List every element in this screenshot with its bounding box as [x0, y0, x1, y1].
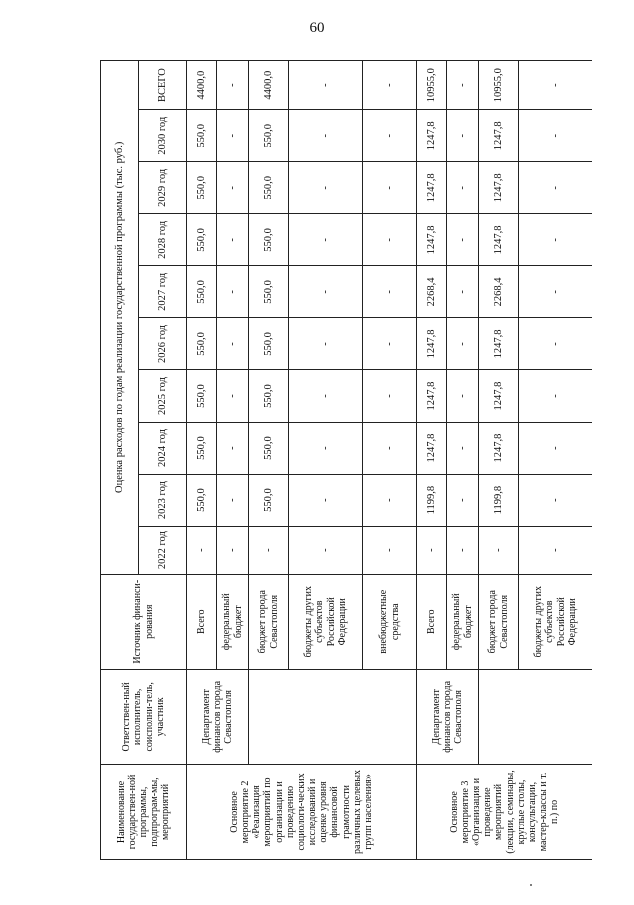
value-cell: 1247,8 [479, 370, 519, 422]
value-cell: - [217, 370, 249, 422]
value-cell: 550,0 [249, 370, 289, 422]
header-source: Источник финанси-рования [101, 574, 187, 669]
rotated-table-frame [100, 60, 592, 860]
value-cell: 550,0 [249, 214, 289, 266]
value-cell: - [289, 214, 363, 266]
value-cell: 1199,8 [417, 474, 447, 526]
value-cell: - [217, 526, 249, 574]
value-cell: - [289, 162, 363, 214]
funding-source: бюджеты других субъектов Российской Федерации [519, 574, 593, 669]
value-cell: - [217, 318, 249, 370]
value-cell: 1247,8 [417, 318, 447, 370]
value-cell: 550,0 [249, 474, 289, 526]
header-year: 2023 год [139, 474, 187, 526]
value-cell: - [519, 474, 593, 526]
value-cell: 550,0 [249, 422, 289, 474]
value-cell: 550,0 [187, 474, 217, 526]
table-row [187, 61, 217, 860]
funding-source: бюджеты других субъектов Российской Федерации [289, 574, 363, 669]
header-year: 2026 год [139, 318, 187, 370]
value-cell: 550,0 [249, 318, 289, 370]
header-responsible: Ответствен-ный исполнитель, соисполни-тель, участник [101, 669, 187, 764]
value-cell: - [447, 422, 479, 474]
total-cell: 10955,0 [417, 61, 447, 110]
rotated-table-area [100, 60, 592, 860]
funding-source: Всего [417, 574, 447, 669]
value-cell: - [417, 526, 447, 574]
header-year: 2027 год [139, 266, 187, 318]
total-cell: 4400,0 [249, 61, 289, 110]
responsible-executor-empty [249, 669, 417, 764]
value-cell: 2268,4 [479, 266, 519, 318]
value-cell: - [217, 266, 249, 318]
value-cell: - [289, 370, 363, 422]
measure-name: Основное мероприятие 2 «Реализация мероприятий по организации и проведению социологи-ческих исследований и оценке уровня финансовой грамотности различных целевых групп населения» [187, 764, 417, 859]
header-year: 2024 год [139, 422, 187, 474]
value-cell: - [519, 214, 593, 266]
value-cell: - [519, 266, 593, 318]
value-cell: - [187, 526, 217, 574]
table-row [417, 61, 447, 860]
table-header [101, 61, 187, 860]
value-cell: - [363, 474, 417, 526]
value-cell: - [447, 214, 479, 266]
funding-source: федеральный бюджет [447, 574, 479, 669]
value-cell: - [289, 266, 363, 318]
value-cell: - [249, 526, 289, 574]
value-cell: 550,0 [187, 266, 217, 318]
total-cell: - [363, 61, 417, 110]
value-cell: - [447, 318, 479, 370]
header-year: 2025 год [139, 370, 187, 422]
value-cell: - [519, 318, 593, 370]
value-cell: - [519, 422, 593, 474]
value-cell: - [289, 422, 363, 474]
value-cell: 550,0 [249, 110, 289, 162]
value-cell: - [479, 526, 519, 574]
value-cell: - [217, 162, 249, 214]
value-cell: 550,0 [187, 370, 217, 422]
table-row [249, 61, 289, 860]
value-cell: - [363, 422, 417, 474]
total-cell: - [447, 61, 479, 110]
header-name: Наименование государствен-ной программы, подпрограм-мы, мероприятий [101, 764, 187, 859]
value-cell: - [519, 526, 593, 574]
value-cell: - [217, 422, 249, 474]
responsible-executor: Департамент финансов города Севастополя [417, 669, 479, 764]
value-cell: 1247,8 [417, 422, 447, 474]
total-cell: - [289, 61, 363, 110]
value-cell: - [217, 214, 249, 266]
value-cell: 1247,8 [479, 318, 519, 370]
scan-speck [530, 884, 532, 886]
value-cell: - [217, 110, 249, 162]
header-estimate: Оценка расходов по годам реализации государственной программы (тыс. руб.) [101, 61, 139, 575]
value-cell: - [447, 110, 479, 162]
value-cell: 1247,8 [479, 214, 519, 266]
value-cell: - [289, 110, 363, 162]
value-cell: - [363, 214, 417, 266]
value-cell: 550,0 [249, 266, 289, 318]
value-cell: - [447, 474, 479, 526]
value-cell: - [289, 318, 363, 370]
value-cell: 1247,8 [417, 110, 447, 162]
table-row [479, 61, 519, 860]
value-cell: 2268,4 [417, 266, 447, 318]
table-body [187, 61, 593, 860]
total-cell: 4400,0 [187, 61, 217, 110]
value-cell: - [447, 370, 479, 422]
header-total: ВСЕГО [139, 61, 187, 110]
funding-source: внебюджетные средства [363, 574, 417, 669]
value-cell: - [519, 162, 593, 214]
total-cell: - [519, 61, 593, 110]
value-cell: 1247,8 [417, 162, 447, 214]
value-cell: - [447, 266, 479, 318]
value-cell: - [447, 162, 479, 214]
value-cell: 1247,8 [417, 370, 447, 422]
funding-source: бюджет города Севастополя [249, 574, 289, 669]
total-cell: - [217, 61, 249, 110]
value-cell: 1247,8 [479, 422, 519, 474]
value-cell: - [519, 370, 593, 422]
total-cell: 10955,0 [479, 61, 519, 110]
value-cell: 550,0 [187, 318, 217, 370]
header-year: 2022 год [139, 526, 187, 574]
funding-source: Всего [187, 574, 217, 669]
expenditure-table [100, 60, 592, 860]
value-cell: 550,0 [249, 162, 289, 214]
value-cell: - [447, 526, 479, 574]
header-year: 2029 год [139, 162, 187, 214]
measure-name: Основное мероприятие 3 «Организация и проведение мероприятий (лекции, семинары, круглые столы, консультации, мастер-классы и т. п.) по [417, 764, 593, 859]
value-cell: 550,0 [187, 214, 217, 266]
page-number: 60 [309, 20, 325, 36]
value-cell: 1247,8 [417, 214, 447, 266]
responsible-executor-empty [479, 669, 593, 764]
funding-source: федеральный бюджет [217, 574, 249, 669]
value-cell: - [363, 370, 417, 422]
value-cell: 1247,8 [479, 162, 519, 214]
funding-source: бюджет города Севастополя [479, 574, 519, 669]
value-cell: - [363, 110, 417, 162]
value-cell: - [289, 526, 363, 574]
value-cell: 550,0 [187, 110, 217, 162]
responsible-executor: Департамент финансов города Севастополя [187, 669, 249, 764]
value-cell: - [519, 110, 593, 162]
header-year: 2030 год [139, 110, 187, 162]
value-cell: 1199,8 [479, 474, 519, 526]
value-cell: 1247,8 [479, 110, 519, 162]
value-cell: 550,0 [187, 162, 217, 214]
value-cell: - [217, 474, 249, 526]
value-cell: - [363, 318, 417, 370]
value-cell: - [289, 474, 363, 526]
value-cell: - [363, 526, 417, 574]
value-cell: - [363, 266, 417, 318]
value-cell: - [363, 162, 417, 214]
header-year: 2028 год [139, 214, 187, 266]
value-cell: 550,0 [187, 422, 217, 474]
